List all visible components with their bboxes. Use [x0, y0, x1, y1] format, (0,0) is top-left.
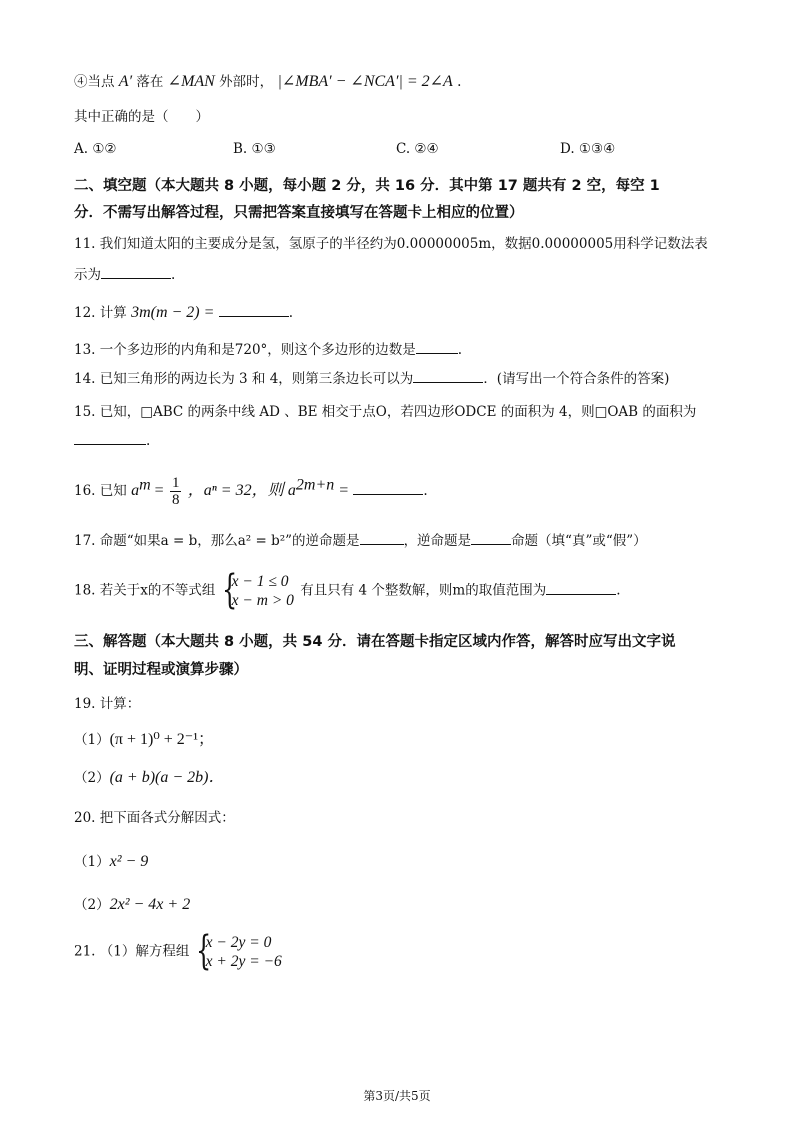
q11-line1: 11. 我们知道太阳的主要成分是氢，氢原子的半径约为0.00000005m，数据0.00000005用科学记数法表: [74, 236, 708, 252]
answer-blank: [413, 368, 483, 383]
q10-item4-formula: |∠MBA′ − ∠NCA′| = 2∠A: [277, 73, 453, 90]
answer-blank: [360, 530, 404, 545]
answer-blank: [74, 430, 146, 445]
q21: 21. （1）解方程组 { x − 2y = 0 x + 2y = −6: [74, 928, 282, 974]
q10-prompt: 其中正确的是（ ）: [74, 109, 209, 125]
section3-heading-line2: 明、证明过程或演算步骤）: [74, 662, 248, 678]
q13: 13. 一个多边形的内角和是720°，则这个多边形的边数是 .: [74, 339, 734, 360]
fraction-one-eighth: $\frac{1}{8}$: [171, 475, 180, 508]
page-footer: 第3页/共5页: [363, 1089, 431, 1103]
answer-blank: [416, 339, 458, 354]
option-a: A. ①②: [74, 141, 117, 157]
q10-item4: ④当点 A′ 落在 ∠MAN 外部时， |∠MBA′ − ∠NCA′| = 2∠A .: [74, 73, 462, 90]
option-b: B. ①③: [233, 141, 276, 157]
q19-item1: （1）(π + 1)⁰ + 2⁻¹；: [74, 731, 215, 748]
q20-item1: （1）x² − 9: [74, 853, 149, 870]
section2-heading-line1: 二、填空题（本大题共 8 小题，每小题 2 分，共 16 分．其中第 17 题共有 2 空，每空 1: [74, 178, 660, 194]
option-c: C. ②④: [396, 141, 439, 157]
answer-blank: [546, 580, 616, 595]
brace-icon: {: [195, 928, 211, 974]
answer-blank: [353, 480, 423, 495]
q11-line2: 示为 .: [74, 264, 734, 285]
equation-system: { x − 2y = 0 x + 2y = −6: [195, 928, 282, 974]
q20-title: 20. 把下面各式分解因式：: [74, 810, 235, 826]
q19-item2: （2）(a + b)(a − 2b)．: [74, 769, 225, 786]
section3-heading-line1: 三、解答题（本大题共 8 小题，共 54 分．请在答题卡指定区域内作答，解答时应写出文字说: [74, 634, 676, 650]
q19-title: 19. 计算：: [74, 696, 141, 712]
inequality-system: { x − 1 ≤ 0 x − m > 0: [221, 567, 294, 613]
option-d: D. ①③④: [560, 141, 616, 157]
q16: 16. 已知 $a^m$ = $\frac{1}{8}$ ，aⁿ = 32，则 $a^{2m+n}$ = .: [74, 475, 428, 508]
q18: 18. 若关于x的不等式组 { x − 1 ≤ 0 x − m > 0 有且只有 4 个整数解，则m的取值范围为 .: [74, 567, 621, 613]
answer-blank: [471, 530, 511, 545]
brace-icon: {: [221, 567, 237, 613]
q15-line2: .: [74, 430, 734, 451]
answer-blank: [101, 264, 171, 279]
answer-blank: [219, 302, 289, 317]
q17: 17. 命题“如果a = b，那么a² = b²”的逆命题是 ，逆命题是 命题（填“真”或“假”）: [74, 530, 734, 551]
q20-item2: （2）2x² − 4x + 2: [74, 896, 191, 913]
q12: 12. 计算 3m(m − 2) = .: [74, 304, 294, 321]
q15-line1: 15. 已知，□ABC 的两条中线 AD 、BE 相交于点O，若四边形ODCE 的面积为 4，则□OAB 的面积为: [74, 404, 697, 420]
q14: 14. 已知三角形的两边长为 3 和 4，则第三条边长可以为 ．(请写出一个符合条件的答案): [74, 368, 734, 389]
section2-heading-line2: 分．不需写出解答过程，只需把答案直接填写在答题卡上相应的位置）: [74, 205, 524, 221]
